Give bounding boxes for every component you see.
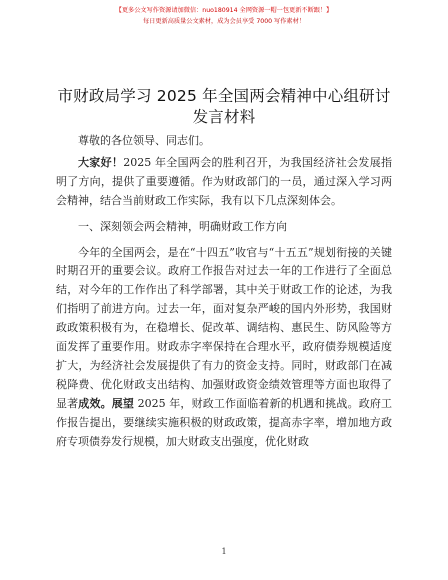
greeting-bold: 大家好！: [78, 155, 124, 169]
document-title-line2: 发言材料: [192, 108, 256, 126]
document-title: [40, 86, 408, 128]
paragraph-section-1-text: 今年的全国两会，是在“十四五”收官与“十五五”规划衔接的关键时期召开的重要会议。政府工作报告对过去一年的工作进行了全面总结，对今年的工作作出了科学部署，其中关于财政工作的论述，为我们指明了前进方向。过去一年，面对复杂严峻的国内外形势，我国财政政策积极有为，在稳增长、促改革、调结构、惠民生、防风险等方面发挥了重要作用。财政赤字率保持在合理水平，政府债券规模适度扩大，为经济社会发展提供了有力的资金支持。同时，财政部门在减税降费、优化财政支出结构、加强财政资金绩效管理等方面也取得了显著: [56, 245, 392, 410]
document-title-line1: 市财政局学习 2025 年全国两会精神中心组研讨: [57, 87, 391, 105]
salutation: 尊敬的各位领导、同志们。: [78, 134, 210, 147]
paragraph-section-1-tail: 2025 年，财政工作面临着新的机遇和挑战。政府工作报告提出，要继续实施积极的财政政策，提高赤字率，增加地方政府专项债券发行规模，加大财政支出强度，优化财政: [56, 396, 393, 448]
paragraph-bold-phrase: 成效。展望: [78, 396, 135, 410]
page-number: 1: [221, 547, 227, 556]
promo-banner-line1: 【更多公文写作资源请加微信：nuo180914 全网资源一帽一包更新不断跟！】: [115, 7, 333, 14]
paragraph-section-1: [56, 244, 392, 452]
document-body: [56, 132, 392, 452]
paragraph-intro-text: 2025 年全国两会的胜利召开，为我国经济社会发展指明了方向，提供了重要遵循。作为财政部门的一员，通过深入学习两会精神，结合当前财政工作实际，我有以下几点深刻体会。: [56, 155, 392, 207]
promo-banner-line2: 每日更新高质量公文素材，成为会员享受 7000 写作素材！: [143, 18, 305, 25]
paragraph-intro: [56, 154, 392, 211]
promo-banner: [0, 5, 448, 27]
section-heading-1: 一、深刻领会两会精神，明确财政工作方向: [78, 219, 287, 233]
